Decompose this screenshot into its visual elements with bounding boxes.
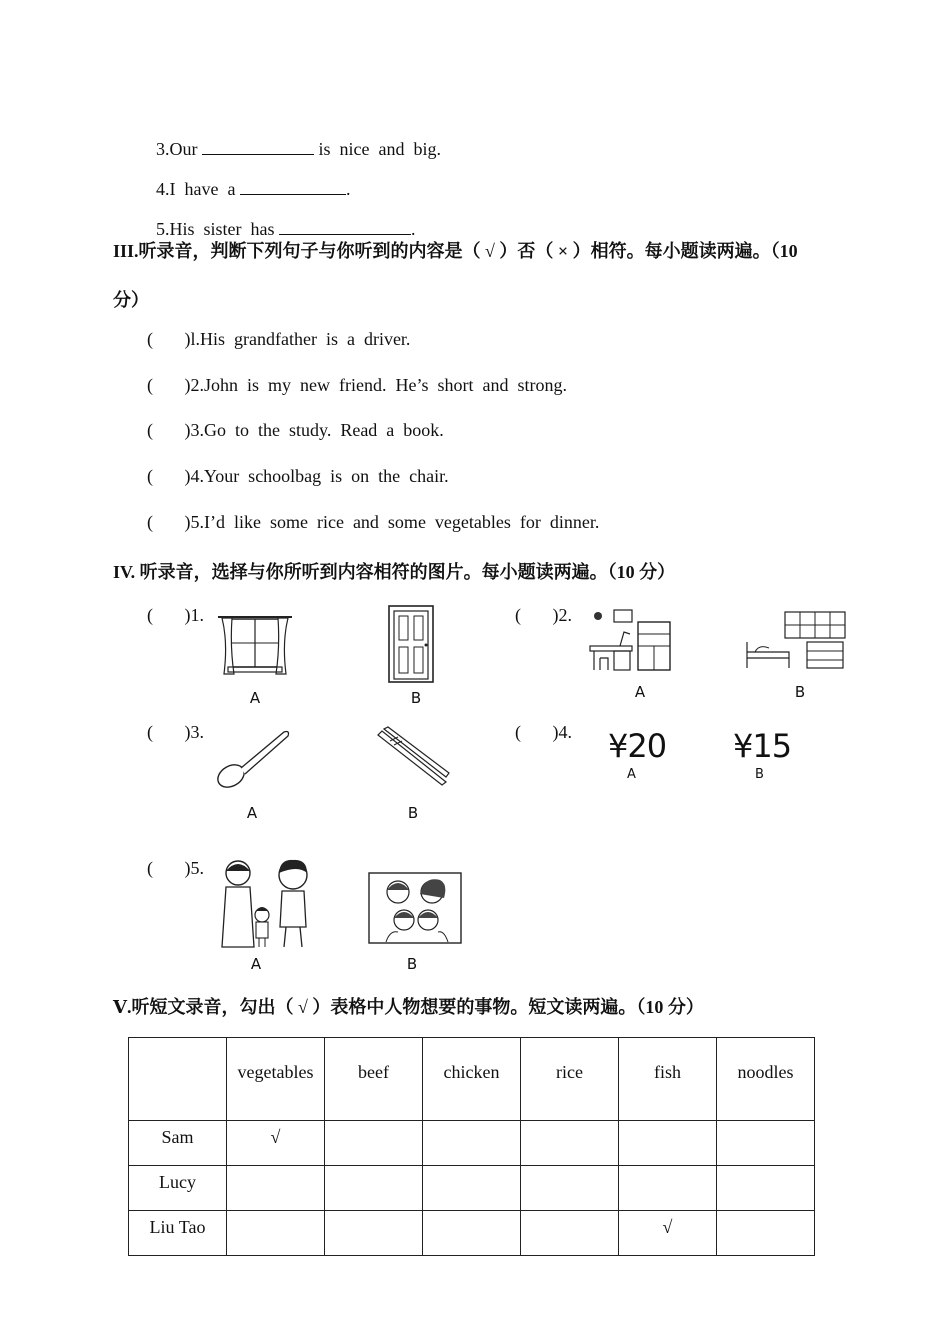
row-label: Sam bbox=[129, 1121, 227, 1166]
check-cell[interactable] bbox=[717, 1211, 815, 1256]
option-a-label: A bbox=[249, 689, 261, 707]
check-cell[interactable] bbox=[619, 1166, 717, 1211]
answer-paren[interactable]: ( bbox=[147, 466, 185, 486]
check-cell[interactable] bbox=[521, 1166, 619, 1211]
judge-item-3: ( )3.Go to the study. Read a book. bbox=[147, 420, 444, 440]
door-icon bbox=[388, 605, 434, 683]
study-room-icon bbox=[588, 608, 672, 672]
judge-item-1: ( )l.His grandfather is a driver. bbox=[147, 329, 411, 349]
check-cell[interactable] bbox=[423, 1211, 521, 1256]
family-portrait-icon bbox=[368, 872, 462, 944]
table-header: beef bbox=[325, 1038, 423, 1121]
table-header: rice bbox=[521, 1038, 619, 1121]
answer-paren[interactable]: ( bbox=[147, 375, 185, 395]
answer-paren[interactable]: ( bbox=[147, 420, 185, 440]
pic-question-3: ( )3. bbox=[147, 722, 204, 742]
check-cell[interactable] bbox=[717, 1166, 815, 1211]
judge-item-2: ( )2.John is my new friend. He’s short and strong. bbox=[147, 375, 567, 395]
table-row bbox=[129, 1166, 815, 1211]
table-header-row bbox=[129, 1038, 815, 1121]
judge-item-4: ( )4.Your schoolbag is on the chair. bbox=[147, 466, 449, 486]
price-option-b: ¥15 bbox=[733, 727, 792, 765]
window-curtains-icon bbox=[218, 612, 292, 682]
bedroom-icon bbox=[745, 608, 849, 670]
table-row bbox=[129, 1211, 815, 1256]
option-a-label: A bbox=[246, 804, 258, 822]
answer-paren[interactable]: ( bbox=[147, 605, 153, 625]
option-a-label: A bbox=[634, 683, 646, 701]
check-cell[interactable]: √ bbox=[619, 1211, 717, 1256]
spoon-icon bbox=[214, 728, 292, 792]
option-b-label: B bbox=[410, 689, 422, 707]
option-a-label: A bbox=[627, 767, 636, 782]
judge-item-5: ( )5.I’d like some rice and some vegetables for dinner. bbox=[147, 512, 600, 532]
check-cell[interactable] bbox=[227, 1166, 325, 1211]
table-header: noodles bbox=[717, 1038, 815, 1121]
check-cell[interactable] bbox=[423, 1121, 521, 1166]
fill-line-5: 5.His sister has . bbox=[156, 219, 416, 239]
section3-title: III.听录音，判断下列句子与你听到的内容是（ √ ）否（ × ）相符。每小题读两遍。（10 bbox=[113, 241, 798, 261]
answer-table bbox=[128, 1037, 815, 1256]
answer-paren[interactable]: ( bbox=[515, 605, 521, 625]
answer-paren[interactable]: ( bbox=[515, 722, 521, 742]
pic-question-2: ( )2. bbox=[515, 605, 572, 625]
check-cell[interactable] bbox=[521, 1211, 619, 1256]
table-cell bbox=[129, 1038, 227, 1121]
table-header: vegetables bbox=[227, 1038, 325, 1121]
option-a-label: A bbox=[250, 955, 262, 973]
answer-blank-5[interactable] bbox=[279, 218, 411, 235]
chopsticks-icon bbox=[376, 727, 450, 787]
answer-paren[interactable]: ( bbox=[147, 512, 185, 532]
check-cell[interactable]: √ bbox=[227, 1121, 325, 1166]
check-cell[interactable] bbox=[325, 1211, 423, 1256]
answer-paren[interactable]: ( bbox=[147, 329, 185, 349]
option-b-label: B bbox=[755, 767, 764, 782]
pic-question-4: ( )4. bbox=[515, 722, 572, 742]
option-b-label: B bbox=[407, 804, 419, 822]
check-cell[interactable] bbox=[521, 1121, 619, 1166]
fill-line-4: 4.I have a . bbox=[156, 179, 351, 199]
row-label: Lucy bbox=[129, 1166, 227, 1211]
check-cell[interactable] bbox=[325, 1166, 423, 1211]
answer-blank-3[interactable] bbox=[202, 138, 314, 155]
price-option-a: ¥20 bbox=[608, 727, 667, 765]
check-cell[interactable] bbox=[227, 1211, 325, 1256]
section4-title: IV. 听录音，选择与你所听到内容相符的图片。每小题读两遍。（10 分） bbox=[113, 562, 676, 582]
answer-paren[interactable]: ( bbox=[147, 722, 153, 742]
pic-question-1: ( )1. bbox=[147, 605, 204, 625]
check-cell[interactable] bbox=[423, 1166, 521, 1211]
table-header: fish bbox=[619, 1038, 717, 1121]
answer-paren[interactable]: ( bbox=[147, 858, 153, 878]
pic-question-5: ( )5. bbox=[147, 858, 204, 878]
section3-title-cont: 分） bbox=[113, 290, 149, 310]
check-cell[interactable] bbox=[717, 1121, 815, 1166]
answer-blank-4[interactable] bbox=[240, 178, 346, 195]
option-b-label: B bbox=[406, 955, 418, 973]
fill-line-3: 3.Our is nice and big. bbox=[156, 139, 441, 159]
section5-title: Ⅴ.听短文录音，勾出（ √ ）表格中人物想要的事物。短文读两遍。（10 分） bbox=[113, 997, 704, 1017]
row-label: Liu Tao bbox=[129, 1211, 227, 1256]
family-standing-icon bbox=[218, 857, 322, 953]
option-b-label: B bbox=[794, 683, 806, 701]
table-row bbox=[129, 1121, 815, 1166]
table-header: chicken bbox=[423, 1038, 521, 1121]
check-cell[interactable] bbox=[325, 1121, 423, 1166]
check-cell[interactable] bbox=[619, 1121, 717, 1166]
